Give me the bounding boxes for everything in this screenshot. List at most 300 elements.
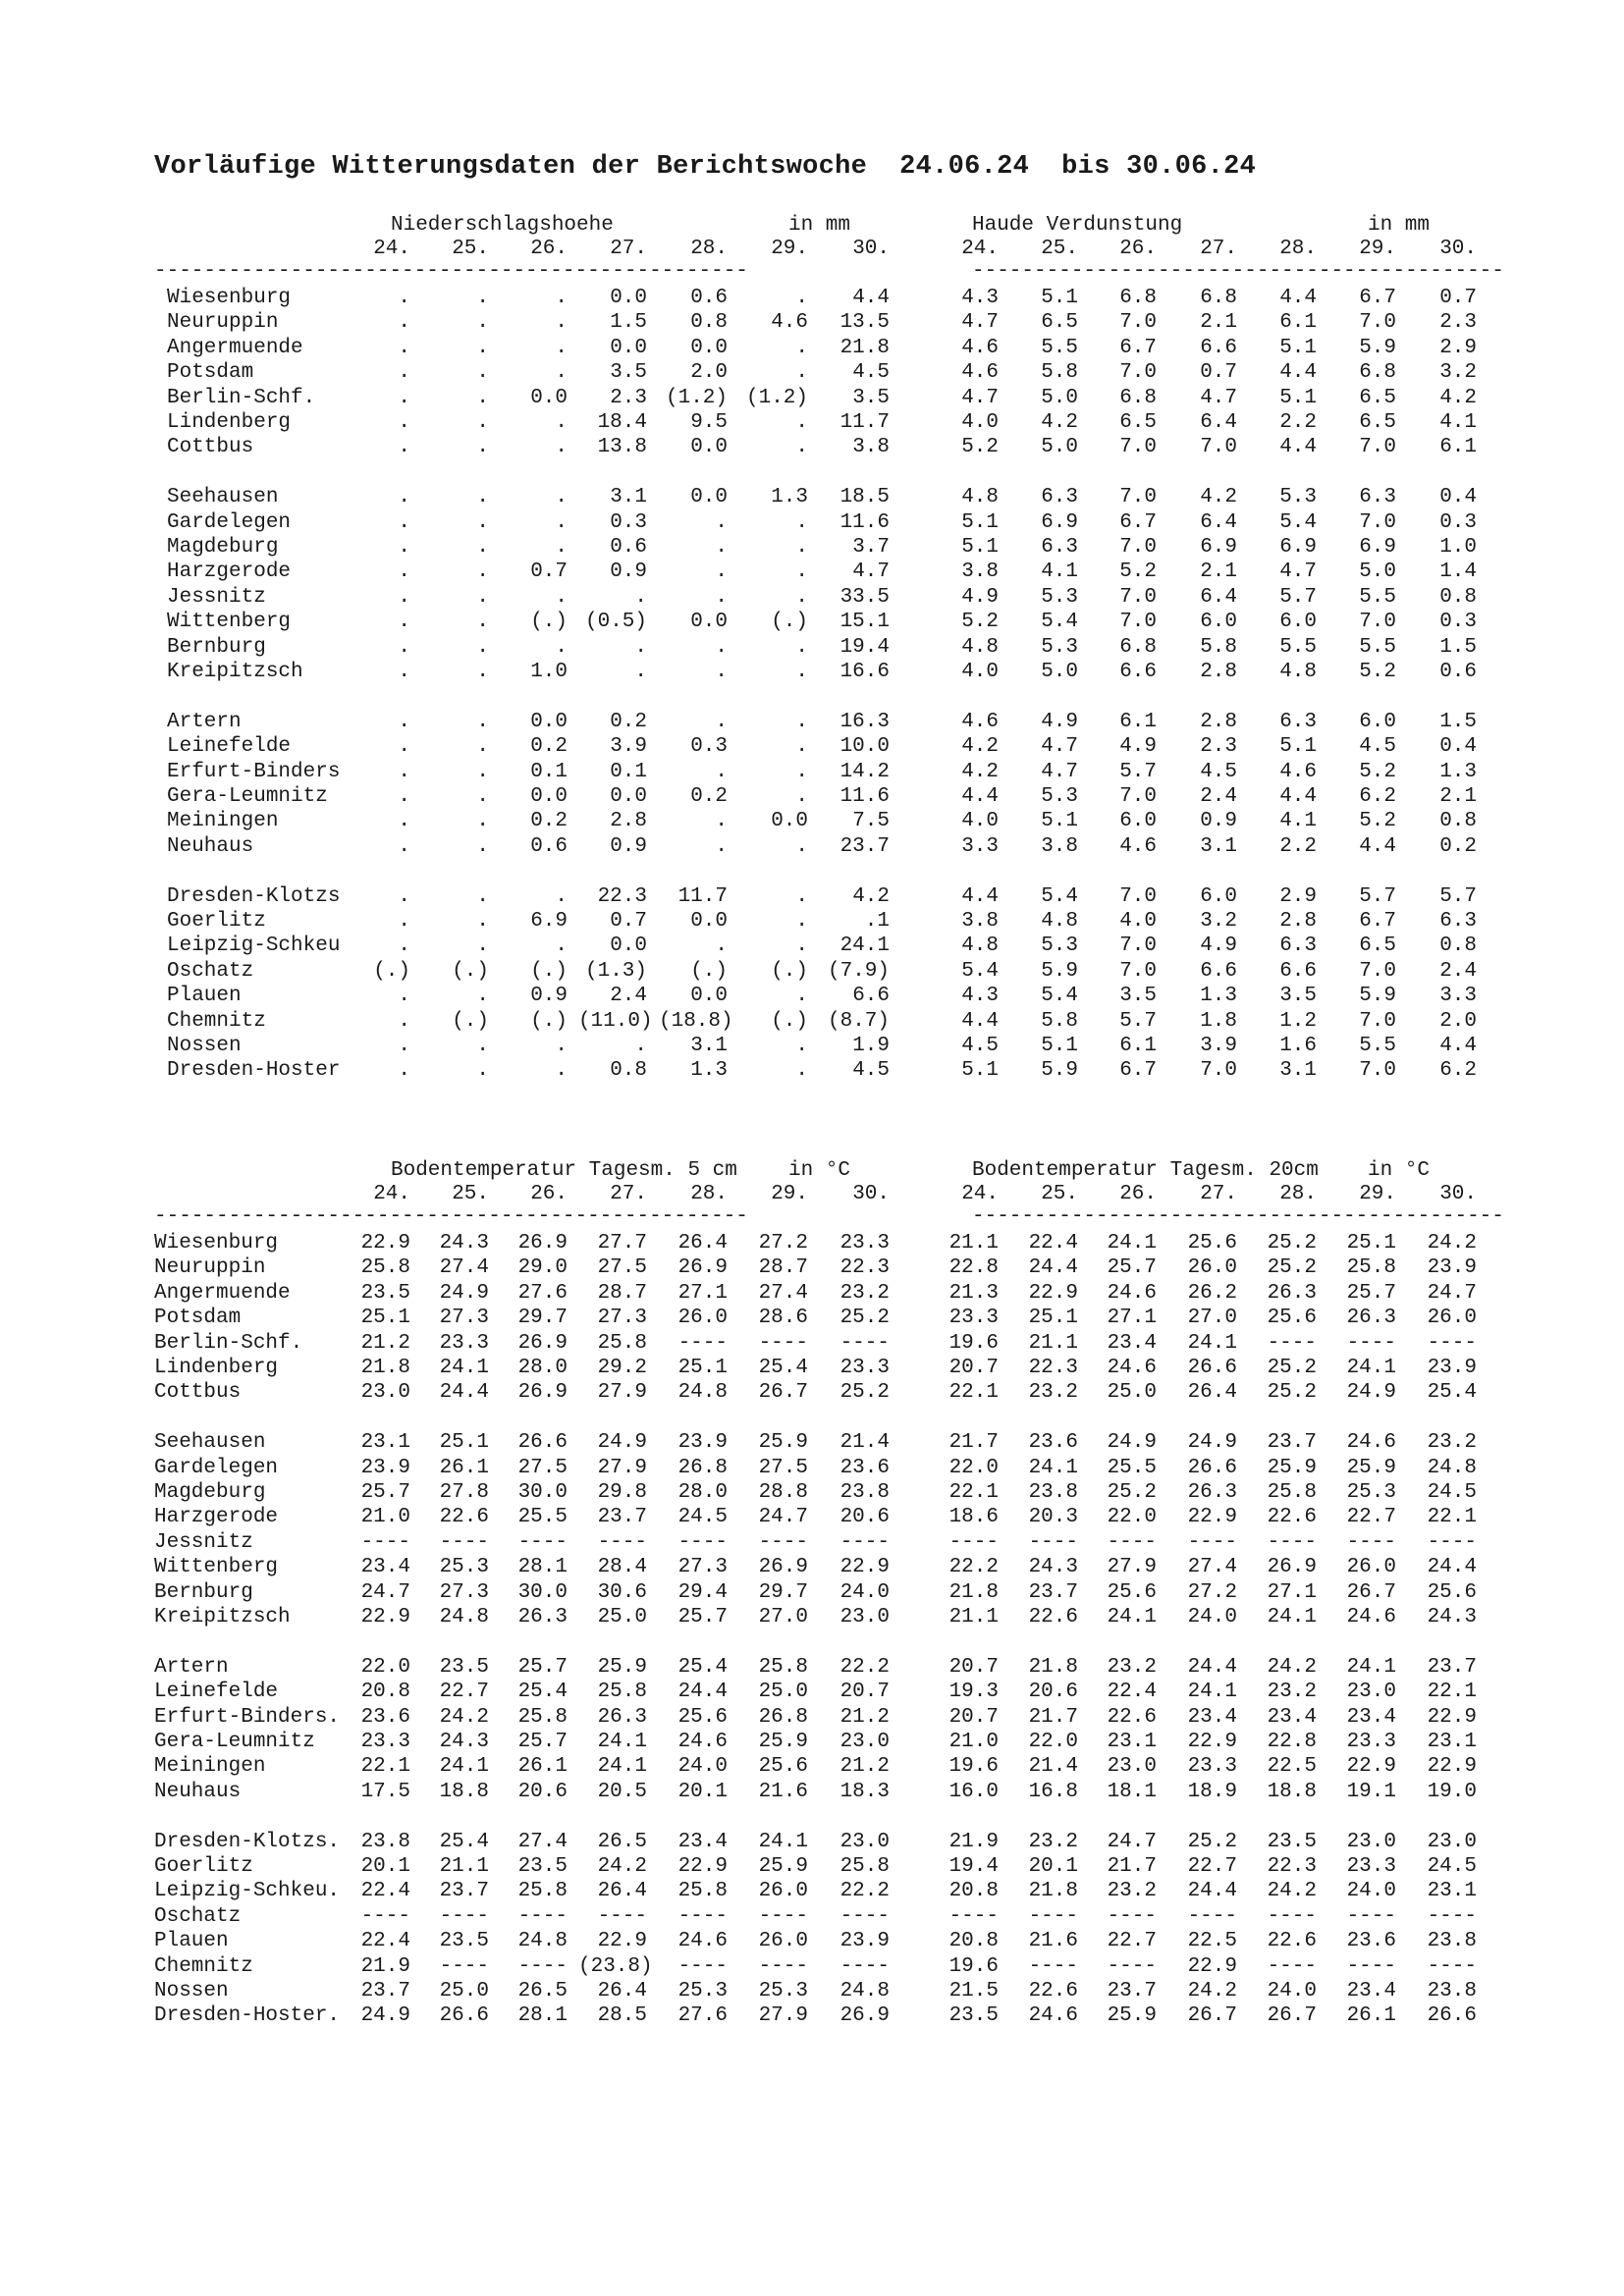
precip-evap-right-value: 5.1	[1279, 735, 1317, 759]
soil-temp-left-value: 26.9	[677, 1256, 728, 1280]
soil-temp-station-name: Potsdam	[154, 1307, 242, 1330]
soil-temp-left-value: 27.0	[758, 1606, 808, 1629]
soil-temp-left-value: 25.8	[517, 1880, 568, 1903]
soil-temp-right-value: 24.4	[1187, 1880, 1237, 1903]
soil-temp-station-name: Gera-Leumnitz	[154, 1731, 315, 1753]
soil-temp-right-value: 25.9	[1346, 1456, 1396, 1479]
soil-temp-left-value: 26.4	[597, 1880, 647, 1903]
precip-evap-right-value: 6.7	[1119, 336, 1157, 359]
precip-evap-right-value: 5.2	[961, 436, 999, 459]
precip-evap-left-value: .	[634, 661, 647, 683]
precip-evap-right-value: 3.3	[961, 834, 999, 858]
soil-temp-left-value: 24.1	[597, 1731, 647, 1753]
soil-temp-left-value: 27.6	[517, 1281, 568, 1305]
precip-evap-right-value: 4.7	[1279, 561, 1317, 584]
precip-evap-left-value: 0.0	[610, 785, 647, 808]
soil-temp-left-value: 23.7	[360, 1980, 410, 2002]
soil-temp-right-value: 27.1	[1107, 1307, 1157, 1330]
precip-evap-left-value: 18.4	[597, 411, 647, 434]
precip-evap-right-value: 5.2	[1359, 810, 1396, 833]
soil-temp-right-value: 24.9	[1346, 1381, 1396, 1405]
soil-temp-station-name: Lindenberg	[154, 1357, 279, 1379]
soil-temp-left-value: 20.8	[360, 1681, 410, 1704]
precip-evap-right-value: 4.4	[1439, 1035, 1477, 1057]
soil-temp-right-value: 25.2	[1267, 1256, 1317, 1280]
precip-evap-left-value: .	[555, 486, 568, 509]
precip-evap-left-value: (.)	[530, 1009, 568, 1033]
soil-temp-right-value: 25.6	[1107, 1580, 1157, 1604]
soil-temp-left-value: 24.3	[439, 1731, 489, 1753]
soil-temp-right-value: 23.9	[1427, 1256, 1477, 1280]
precip-evap-left-value: .	[715, 561, 728, 584]
precip-evap-left-value: 1.3	[771, 486, 808, 509]
soil-temp-left-value: 22.9	[360, 1606, 410, 1629]
precip-evap-left-value: .	[398, 1035, 410, 1057]
soil-temp-left-value: 22.2	[839, 1655, 890, 1679]
soil-temp-right-value: ----	[1267, 1954, 1317, 1978]
precip-evap-station-name: Goerlitz	[167, 910, 266, 933]
precip-evap-left-day-label: 28.	[690, 238, 728, 260]
precip-evap-right-value: 1.5	[1439, 635, 1477, 659]
soil-temp-left-value: 25.9	[597, 1655, 647, 1679]
soil-temp-right-value: 21.6	[1028, 1930, 1078, 1953]
precip-evap-right-value: 3.5	[1279, 985, 1317, 1008]
soil-temp-right-value: 22.6	[1028, 1980, 1078, 2002]
precip-evap-right-value: 5.9	[1359, 336, 1396, 359]
soil-temp-left-value: 24.1	[439, 1755, 489, 1779]
soil-temp-left-value: 24.4	[677, 1681, 728, 1704]
soil-temp-right-value: 20.7	[948, 1655, 999, 1679]
precip-evap-left-value: .	[476, 834, 489, 858]
soil-temp-right-value: 25.2	[1107, 1481, 1157, 1504]
soil-temp-left-value: 26.6	[517, 1431, 568, 1455]
soil-temp-left-value: 23.0	[839, 1830, 890, 1853]
precip-evap-right-value: 4.6	[1119, 834, 1157, 858]
soil-temp-left-value: ----	[517, 1530, 568, 1554]
precip-evap-right-value: 6.0	[1359, 710, 1396, 733]
soil-temp-right-value: 24.5	[1427, 1855, 1477, 1878]
soil-temp-right-value: 26.6	[1427, 2004, 1477, 2028]
precip-evap-right-value: 5.1	[1041, 810, 1078, 833]
precip-evap-station-name: Wiesenburg	[167, 287, 292, 309]
soil-temp-right-value: 24.1	[1187, 1681, 1237, 1704]
precip-evap-right-value: 5.8	[1041, 361, 1078, 385]
precip-evap-left-value: .	[634, 1035, 647, 1057]
soil-temp-right-value: 22.7	[1346, 1506, 1396, 1529]
soil-temp-left-value: ----	[517, 1904, 568, 1928]
soil-temp-right-value: 24.0	[1346, 1880, 1396, 1903]
soil-temp-right-value: 24.2	[1267, 1880, 1317, 1903]
precip-evap-left-rule: ------------------------------------------------	[154, 262, 748, 282]
soil-temp-right-value: 23.5	[1267, 1830, 1317, 1853]
precip-evap-left-value: 0.0	[690, 436, 728, 459]
precip-evap-right-value: 1.6	[1279, 1035, 1317, 1057]
soil-temp-right-value: 18.1	[1107, 1780, 1157, 1803]
precip-evap-left-value: 10.0	[839, 735, 890, 759]
soil-temp-left-value: 23.5	[517, 1855, 568, 1878]
precip-evap-right-value: 5.0	[1359, 561, 1396, 584]
soil-temp-left-value: 22.0	[360, 1655, 410, 1679]
soil-temp-right-value: 25.8	[1267, 1481, 1317, 1504]
precip-evap-right-unit: in mm	[1368, 214, 1431, 237]
precip-evap-right-value: 5.5	[1359, 585, 1396, 609]
soil-temp-right-value: 25.4	[1427, 1381, 1477, 1405]
soil-temp-left-value: 27.5	[597, 1256, 647, 1280]
precip-evap-left-value: 16.3	[839, 710, 890, 733]
soil-temp-left-value: ----	[839, 1530, 890, 1554]
soil-temp-right-day-label: 26.	[1119, 1183, 1157, 1205]
soil-temp-left-value: 24.0	[677, 1755, 728, 1779]
precip-evap-left-value: 3.5	[610, 361, 647, 385]
precip-evap-right-value: 5.4	[1041, 884, 1078, 908]
soil-temp-station-name: Kreipitzsch	[154, 1606, 291, 1629]
soil-temp-left-value: 25.9	[758, 1431, 808, 1455]
precip-evap-left-value: .	[398, 760, 410, 783]
soil-temp-station-name: Berlin-Schf.	[154, 1331, 303, 1355]
precip-evap-left-value: 4.5	[852, 361, 890, 385]
soil-temp-left-value: 22.3	[839, 1256, 890, 1280]
soil-temp-left-value: 21.2	[360, 1331, 410, 1355]
precip-evap-left-value: .	[476, 934, 489, 958]
precip-evap-left-value: (11.0)	[578, 1009, 653, 1033]
soil-temp-right-value: 24.1	[1107, 1232, 1157, 1255]
soil-temp-right-value: 22.6	[1267, 1930, 1317, 1953]
soil-temp-left-value: 23.3	[839, 1357, 890, 1379]
precip-evap-right-value: 6.1	[1439, 436, 1477, 459]
soil-temp-left-value: 25.0	[758, 1681, 808, 1704]
soil-temp-right-value: 23.0	[1346, 1681, 1396, 1704]
precip-evap-left-value: 0.6	[610, 536, 647, 559]
precip-evap-left-value: .	[795, 985, 808, 1008]
soil-temp-right-value: ----	[1187, 1904, 1237, 1928]
soil-temp-left-value: 26.9	[517, 1331, 568, 1355]
soil-temp-left-value: 28.4	[597, 1556, 647, 1579]
precip-evap-right-value: 6.6	[1200, 336, 1237, 359]
soil-temp-right-value: 24.1	[1028, 1456, 1078, 1479]
precip-evap-right-value: 4.8	[961, 486, 999, 509]
soil-temp-left-value: 20.5	[597, 1780, 647, 1803]
soil-temp-right-value: 23.3	[1346, 1731, 1396, 1753]
soil-temp-left-value: 28.1	[517, 2004, 568, 2028]
precip-evap-right-value: 2.1	[1200, 311, 1237, 335]
soil-temp-right-value: ----	[1427, 1904, 1477, 1928]
soil-temp-left-value: 27.3	[597, 1307, 647, 1330]
soil-temp-left-value: 26.9	[839, 2004, 890, 2028]
precip-evap-left-value: .	[715, 810, 728, 833]
soil-temp-right-value: 24.6	[1107, 1281, 1157, 1305]
precip-evap-left-value: .	[398, 536, 410, 559]
precip-evap-left-value: 4.6	[771, 311, 808, 335]
soil-temp-station-name: Neuruppin	[154, 1256, 266, 1280]
precip-evap-left-value: 6.6	[852, 985, 890, 1008]
precip-evap-right-value: 4.0	[961, 661, 999, 683]
precip-evap-right-value: 4.4	[961, 884, 999, 908]
soil-temp-right-value: 22.9	[1427, 1755, 1477, 1779]
soil-temp-station-name: Angermuende	[154, 1281, 291, 1305]
soil-temp-left-day-label: 30.	[852, 1183, 890, 1205]
soil-temp-left-value: 24.0	[839, 1580, 890, 1604]
precip-evap-left-value: 4.7	[852, 561, 890, 584]
soil-temp-left-value: 24.7	[360, 1580, 410, 1604]
precip-evap-left-value: .	[715, 834, 728, 858]
precip-evap-left-value: .	[795, 561, 808, 584]
precip-evap-right-value: 4.5	[1200, 760, 1237, 783]
soil-temp-station-name: Artern	[154, 1655, 229, 1679]
soil-temp-right-value: 25.2	[1267, 1357, 1317, 1379]
soil-temp-left-day-label: 25.	[452, 1183, 489, 1205]
precip-evap-right-value: 4.5	[1359, 735, 1396, 759]
precip-evap-right-value: 2.3	[1200, 735, 1237, 759]
precip-evap-left-value: 0.9	[530, 985, 568, 1008]
precip-evap-station-name: Jessnitz	[167, 585, 266, 609]
soil-temp-left-value: 25.8	[597, 1331, 647, 1355]
precip-evap-left-value: .	[398, 611, 410, 634]
precip-evap-left-value: .	[476, 635, 489, 659]
soil-temp-right-value: 22.6	[1267, 1506, 1317, 1529]
soil-temp-left-value: 25.9	[758, 1731, 808, 1753]
precip-evap-left-value: (.)	[690, 959, 728, 983]
soil-temp-left-value: 22.1	[360, 1755, 410, 1779]
precip-evap-right-value: 5.5	[1279, 635, 1317, 659]
soil-temp-left-value: 23.0	[839, 1731, 890, 1753]
precip-evap-left-value: .	[398, 361, 410, 385]
precip-evap-left-value: 0.3	[690, 735, 728, 759]
precip-evap-right-value: 2.4	[1200, 785, 1237, 808]
precip-evap-left-value: .	[555, 585, 568, 609]
precip-evap-station-name: Kreipitzsch	[167, 661, 303, 683]
precip-evap-right-value: 3.3	[1439, 985, 1477, 1008]
soil-temp-right-value: 23.4	[1187, 1705, 1237, 1729]
soil-temp-right-value: ----	[1028, 1904, 1078, 1928]
precip-evap-right-value: 5.2	[1119, 561, 1157, 584]
soil-temp-right-value: 25.8	[1346, 1256, 1396, 1280]
soil-temp-left-value: 22.4	[360, 1930, 410, 1953]
soil-temp-left-value: 27.1	[677, 1281, 728, 1305]
soil-temp-right-value: ----	[1187, 1530, 1237, 1554]
precip-evap-left-value: 0.0	[690, 611, 728, 634]
soil-temp-left-value: 26.8	[758, 1705, 808, 1729]
precip-evap-left-value: .	[398, 710, 410, 733]
soil-temp-left-value: 27.4	[439, 1256, 489, 1280]
soil-temp-right-value: 22.9	[1346, 1755, 1396, 1779]
precip-evap-left-value: .	[795, 735, 808, 759]
precip-evap-right-value: 6.5	[1359, 386, 1396, 409]
soil-temp-left-value: 17.5	[360, 1780, 410, 1803]
soil-temp-left-value: 24.8	[439, 1606, 489, 1629]
soil-temp-right-value: 20.1	[1028, 1855, 1078, 1878]
precip-evap-left-value: .	[398, 985, 410, 1008]
precip-evap-right-value: 5.1	[961, 536, 999, 559]
precip-evap-left-value: .	[555, 361, 568, 385]
precip-evap-left-day-label: 24.	[373, 238, 410, 260]
precip-evap-right-value: 5.1	[961, 1059, 999, 1083]
precip-evap-left-value: 3.1	[610, 486, 647, 509]
soil-temp-station-name: Harzgerode	[154, 1506, 279, 1529]
soil-temp-right-value: 25.1	[1028, 1307, 1078, 1330]
soil-temp-right-value: 23.1	[1427, 1731, 1477, 1753]
soil-temp-left-value: 23.9	[360, 1456, 410, 1479]
precip-evap-right-value: 4.2	[961, 760, 999, 783]
precip-evap-right-value: 5.1	[1041, 1035, 1078, 1057]
soil-temp-right-value: 23.7	[1028, 1580, 1078, 1604]
soil-temp-right-value: 21.5	[948, 1980, 999, 2002]
soil-temp-left-value: ----	[439, 1954, 489, 1978]
precip-evap-left-value: .	[634, 635, 647, 659]
soil-temp-station-name: Cottbus	[154, 1381, 242, 1405]
soil-temp-right-value: 18.6	[948, 1506, 999, 1529]
precip-evap-right-value: 3.9	[1200, 1035, 1237, 1057]
precip-evap-station-name: Bernburg	[167, 635, 266, 659]
soil-temp-right-value: 26.4	[1187, 1381, 1237, 1405]
soil-temp-left-heading: Bodentemperatur Tagesm. 5 cm	[391, 1159, 737, 1182]
precip-evap-right-value: 4.9	[1041, 710, 1078, 733]
precip-evap-station-name: Magdeburg	[167, 536, 279, 559]
soil-temp-station-name: Wiesenburg	[154, 1232, 279, 1255]
soil-temp-left-value: 25.5	[517, 1506, 568, 1529]
precip-evap-station-name: Nossen	[167, 1035, 242, 1057]
precip-evap-left-value: .	[476, 436, 489, 459]
soil-temp-left-value: 25.1	[360, 1307, 410, 1330]
soil-temp-left-value: 22.4	[360, 1880, 410, 1903]
soil-temp-right-value: 21.4	[1028, 1755, 1078, 1779]
precip-evap-right-value: 5.0	[1041, 436, 1078, 459]
precip-evap-left-value: 0.0	[530, 785, 568, 808]
precip-evap-station-name: Seehausen	[167, 486, 279, 509]
precip-evap-left-value: 0.2	[610, 710, 647, 733]
soil-temp-right-value: 22.1	[1427, 1681, 1477, 1704]
soil-temp-left-value: 26.1	[439, 1456, 489, 1479]
soil-temp-left-value: 24.8	[517, 1930, 568, 1953]
soil-temp-left-value: 27.4	[517, 1830, 568, 1853]
soil-temp-right-value: 24.4	[1187, 1655, 1237, 1679]
precip-evap-right-value: 4.4	[1279, 287, 1317, 309]
precip-evap-left-value: .	[555, 934, 568, 958]
soil-temp-right-value: 22.0	[1028, 1731, 1078, 1753]
precip-evap-left-value: .	[555, 884, 568, 908]
soil-temp-right-value: 24.6	[1346, 1606, 1396, 1629]
soil-temp-left-value: 24.1	[439, 1357, 489, 1379]
precip-evap-right-value: 4.2	[1439, 386, 1477, 409]
precip-evap-station-name: Oschatz	[167, 959, 254, 983]
precip-evap-right-value: 6.2	[1359, 785, 1396, 808]
precip-evap-right-value: 4.5	[961, 1035, 999, 1057]
soil-temp-left-value: ----	[839, 1331, 890, 1355]
soil-temp-right-value: ----	[1107, 1954, 1157, 1978]
soil-temp-station-name: Seehausen	[154, 1431, 266, 1455]
soil-temp-left-value: 30.6	[597, 1580, 647, 1604]
precip-evap-left-value: .	[398, 561, 410, 584]
precip-evap-left-value: 2.3	[610, 386, 647, 409]
precip-evap-left-value: .	[476, 486, 489, 509]
precip-evap-left-value: (1.2)	[745, 386, 808, 409]
precip-evap-left-value: .	[795, 834, 808, 858]
precip-evap-left-value: .	[715, 710, 728, 733]
soil-temp-left-value: ----	[758, 1530, 808, 1554]
soil-temp-left-value: ----	[677, 1904, 728, 1928]
soil-temp-right-value: 24.2	[1427, 1232, 1477, 1255]
soil-temp-left-value: 25.4	[758, 1357, 808, 1379]
precip-evap-left-value: 13.5	[839, 311, 890, 335]
soil-temp-right-value: 22.1	[948, 1381, 999, 1405]
precip-evap-right-value: 6.8	[1359, 361, 1396, 385]
precip-evap-right-value: 6.4	[1200, 510, 1237, 534]
soil-temp-right-value: 20.3	[1028, 1506, 1078, 1529]
precip-evap-left-value: 0.2	[530, 735, 568, 759]
precip-evap-left-value: 24.1	[839, 934, 890, 958]
precip-evap-right-value: 6.3	[1041, 536, 1078, 559]
soil-temp-left-value: 30.0	[517, 1481, 568, 1504]
precip-evap-left-value: 0.6	[690, 287, 728, 309]
soil-temp-right-value: 18.8	[1267, 1780, 1317, 1803]
soil-temp-left-value: 23.6	[360, 1705, 410, 1729]
precip-evap-left-value: 0.2	[690, 785, 728, 808]
precip-evap-left-value: .	[795, 510, 808, 534]
soil-temp-left-rule: ------------------------------------------------	[154, 1207, 748, 1227]
precip-evap-left-value: 4.2	[852, 884, 890, 908]
precip-evap-right-value: 5.2	[1359, 661, 1396, 683]
soil-temp-right-value: 24.1	[1187, 1331, 1237, 1355]
precip-evap-left-value: .	[398, 585, 410, 609]
soil-temp-right-value: 26.6	[1187, 1456, 1237, 1479]
soil-temp-left-value: ----	[597, 1530, 647, 1554]
soil-temp-right-value: 26.3	[1267, 1281, 1317, 1305]
soil-temp-left-value: 18.8	[439, 1780, 489, 1803]
precip-evap-right-value: 6.4	[1200, 585, 1237, 609]
soil-temp-right-value: 27.0	[1187, 1307, 1237, 1330]
soil-temp-left-value: 23.5	[439, 1655, 489, 1679]
soil-temp-right-value: 25.2	[1267, 1232, 1317, 1255]
soil-temp-right-value: 23.2	[1427, 1431, 1477, 1455]
soil-temp-right-value: 21.7	[1107, 1855, 1157, 1878]
precip-evap-left-value: 0.6	[530, 834, 568, 858]
soil-temp-left-value: 27.7	[597, 1232, 647, 1255]
soil-temp-right-value: 27.9	[1107, 1556, 1157, 1579]
precip-evap-left-value: 11.7	[839, 411, 890, 434]
soil-temp-right-value: 23.5	[948, 2004, 999, 2028]
precip-evap-right-value: 5.7	[1279, 585, 1317, 609]
soil-temp-left-value: 25.8	[758, 1655, 808, 1679]
soil-temp-right-value: 22.3	[1267, 1855, 1317, 1878]
precip-evap-right-value: 0.9	[1200, 810, 1237, 833]
soil-temp-right-value: 22.6	[1107, 1705, 1157, 1729]
precip-evap-left-value: (.)	[771, 1009, 808, 1033]
soil-temp-left-value: 21.1	[439, 1855, 489, 1878]
precip-evap-right-value: 0.7	[1200, 361, 1237, 385]
precip-evap-right-day-label: 24.	[961, 238, 999, 260]
soil-temp-left-value: 25.6	[677, 1705, 728, 1729]
precip-evap-right-value: 4.2	[1200, 486, 1237, 509]
soil-temp-right-value: 19.4	[948, 1855, 999, 1878]
precip-evap-left-value: 0.0	[771, 810, 808, 833]
soil-temp-right-value: 24.0	[1187, 1606, 1237, 1629]
precip-evap-right-value: 4.9	[1119, 735, 1157, 759]
precip-evap-left-value: (18.8)	[659, 1009, 733, 1033]
soil-temp-right-value: ----	[948, 1530, 999, 1554]
soil-temp-right-value: 26.6	[1187, 1357, 1237, 1379]
soil-temp-right-value: 22.5	[1267, 1755, 1317, 1779]
soil-temp-right-value: 25.7	[1346, 1281, 1396, 1305]
soil-temp-left-value: 22.6	[439, 1506, 489, 1529]
soil-temp-left-value: 25.7	[677, 1606, 728, 1629]
soil-temp-right-value: ----	[1346, 1904, 1396, 1928]
soil-temp-left-value: 27.3	[439, 1580, 489, 1604]
precip-evap-left-value: .	[795, 1059, 808, 1083]
precip-evap-right-value: 4.0	[1119, 910, 1157, 933]
precip-evap-right-value: 5.7	[1119, 1009, 1157, 1033]
soil-temp-right-value: 23.7	[1107, 1980, 1157, 2002]
soil-temp-right-value: 24.1	[1107, 1606, 1157, 1629]
soil-temp-station-name: Plauen	[154, 1930, 229, 1953]
